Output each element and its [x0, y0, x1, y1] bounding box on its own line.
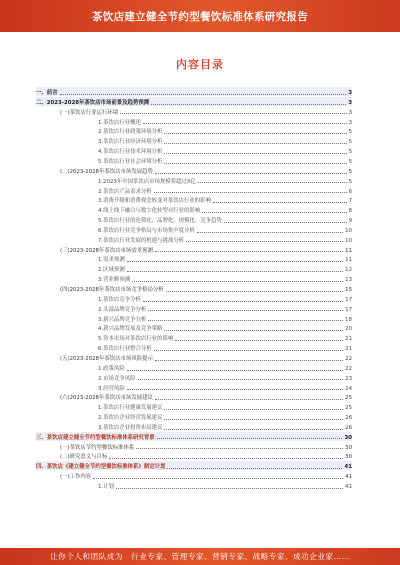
toc-subsection-entry[interactable]	[98, 314, 352, 323]
toc-entry-title: (二)2023-2028年茶饮店市场发展趋势	[60, 168, 153, 175]
toc-section-entry[interactable]	[60, 442, 352, 451]
dot-leader	[148, 310, 343, 311]
toc-page-number: 21	[345, 346, 352, 353]
dot-leader	[167, 468, 342, 469]
dot-leader	[143, 123, 347, 124]
toc-page-number: 3	[348, 90, 352, 96]
report-title: 茶饮店建立健全节约型餐饮标准体系研究报告	[92, 11, 308, 23]
footer-slogan: 让你个人和团队成为 行业专家、管理专家、营销专家、战略专家、成功企业家……	[50, 552, 350, 561]
toc-page-number: 26	[345, 415, 352, 422]
dot-leader	[93, 478, 343, 479]
toc-entry-title: 1.茶饮店行业概述	[98, 119, 141, 126]
toc-subsection-entry[interactable]	[98, 215, 352, 224]
toc-page-number: 22	[345, 355, 352, 362]
dot-leader	[136, 448, 343, 449]
toc-page-number: 30	[345, 454, 352, 461]
toc-entry-title: (一)茶饮店节约型餐饮标准体系	[60, 444, 135, 451]
dot-leader	[127, 271, 343, 272]
toc-page-number: 8	[348, 208, 352, 215]
dot-leader	[127, 261, 343, 262]
toc-page-number: 18	[345, 316, 352, 323]
toc-section-entry[interactable]	[60, 451, 352, 460]
dot-leader	[164, 419, 343, 420]
toc-page-number: 3	[348, 99, 352, 106]
toc-entry-title: 3.新兴品牌竞争分析	[98, 316, 147, 323]
toc-entry-title: 6.茶饮店行业整合分析	[98, 346, 152, 353]
dot-leader	[164, 429, 343, 430]
dot-leader	[202, 212, 346, 213]
toc-chapter-entry[interactable]	[36, 432, 352, 441]
toc-entry-title: (四)2023-2028年茶饮店市场竞争格局分析	[60, 287, 164, 293]
toc-page-number: 30	[345, 444, 352, 451]
toc-entry-title: 3.茶饮店企业投资布局建议	[98, 424, 163, 431]
toc-subsection-entry[interactable]	[98, 117, 352, 126]
toc-entry-title: 7.茶饮店行业发展的机遇与挑战分析	[98, 237, 185, 244]
toc-page-number: 5	[348, 129, 352, 136]
toc-section-entry[interactable]	[60, 107, 352, 116]
toc-page-number: 17	[345, 296, 352, 303]
toc-entry-title: (五)2023-2028年茶饮店市场风险提示	[60, 355, 153, 362]
dot-leader	[175, 340, 343, 341]
toc-entry-title: 5.资本市场对茶饮店行业的影响	[98, 336, 174, 343]
toc-subsection-entry[interactable]	[98, 333, 352, 342]
toc-page-number: 12	[345, 267, 352, 274]
dot-leader	[120, 113, 346, 114]
dot-leader	[224, 222, 347, 223]
dot-leader	[143, 301, 343, 302]
toc-entry-title: 4.新兴品牌发展及竞争策略	[98, 326, 163, 333]
dot-leader	[151, 104, 346, 105]
dot-leader	[186, 241, 343, 242]
toc-entry-title: (二)研究意义与目标	[60, 454, 108, 461]
toc-page-number: 6	[348, 188, 352, 195]
toc-entry-title: 2.茶饮店企业经营发展建议	[98, 415, 163, 422]
toc-entry-title: 3.经营风险	[98, 385, 125, 392]
toc-heading: 内容目录	[176, 58, 224, 71]
dot-leader	[164, 153, 346, 154]
toc-entry-title: 2.茶饮店产品需求分析	[98, 188, 152, 195]
dot-leader	[154, 350, 343, 351]
toc-subsection-entry[interactable]	[98, 343, 352, 352]
toc-entry-title: 2.头部品牌竞争分析	[98, 306, 147, 313]
toc-subsection-entry[interactable]	[98, 186, 352, 195]
toc-page-number: 20	[345, 326, 352, 333]
toc-page-number: 7	[348, 198, 352, 205]
dot-leader	[157, 438, 343, 439]
toc-subsection-entry[interactable]	[98, 126, 352, 135]
toc-subsection-entry[interactable]	[98, 225, 352, 234]
dot-leader	[164, 133, 346, 134]
toc-page-number: 5	[348, 178, 352, 185]
dot-leader	[164, 409, 343, 410]
dot-leader	[213, 202, 347, 203]
toc-entry-title: 5.茶饮店行业的连锁化、品牌化、规模化、竞争趋势	[98, 218, 222, 225]
dot-leader	[138, 379, 344, 380]
toc-page-number: 3	[348, 119, 352, 126]
toc-page-number: 13	[345, 277, 352, 284]
toc-entry-title: (三)2023-2028年茶饮店市场需求预测	[60, 247, 153, 254]
toc-entry-title: 1.计划	[98, 484, 114, 490]
toc-entry-title: (一)茶饮店行业运行环境	[60, 109, 119, 116]
dot-leader	[148, 320, 343, 321]
toc-page-number: 5	[348, 168, 352, 175]
toc-page-number: 25	[345, 405, 352, 412]
toc-section-entry[interactable]	[60, 245, 352, 254]
toc-page-number: 21	[345, 336, 352, 343]
toc-chapter-entry[interactable]	[36, 87, 352, 96]
toc-entry-title: 3.茶饮店行业经济环境分析	[98, 139, 163, 146]
toc-entry-title: 4.线上线下融合与数字化转型对行业的影响	[98, 208, 201, 215]
toc-chapter-entry[interactable]	[36, 461, 352, 470]
toc-page-number: 25	[345, 395, 352, 402]
dot-leader	[164, 143, 346, 144]
toc-entry-title: 2.市场竞争风险	[98, 375, 136, 382]
toc-entry-title: 4.茶饮店行业技术环境分析	[98, 149, 163, 156]
dot-leader	[197, 232, 343, 233]
toc-entry-title: 1.2023年中国茶饮店市场规模将超过X亿	[98, 178, 197, 185]
toc-page-number: 22	[345, 365, 352, 372]
toc-entry-title: 一、前言	[36, 90, 58, 96]
toc-entry-title: 3.营业额预测	[98, 277, 131, 284]
toc-subsection-entry[interactable]	[98, 254, 352, 263]
toc-section-entry[interactable]	[60, 284, 352, 293]
toc-page-number: 11	[345, 247, 352, 254]
toc-page-number: 10	[345, 237, 352, 244]
toc-subsection-entry[interactable]	[98, 481, 352, 490]
toc-subsection-entry[interactable]	[98, 235, 352, 244]
toc-page-number: 9	[348, 218, 352, 225]
toc-subsection-entry[interactable]	[98, 402, 352, 411]
toc-page-number: 15	[345, 287, 352, 293]
footer-banner	[0, 548, 400, 565]
toc-entry-title: 1.茶饮店竞争分析	[98, 296, 141, 303]
toc-entry-title: 3.消费升级和消费观念转变对茶饮店行业的影响	[98, 198, 211, 205]
toc-page-number: 41	[345, 484, 352, 490]
dot-leader	[127, 389, 343, 390]
toc-page-number: 41	[345, 474, 352, 481]
toc-subsection-entry[interactable]	[98, 373, 352, 382]
toc-entry-title: 6.茶饮店行业竞争格局与市场集中度分析	[98, 227, 195, 234]
header-banner	[0, 0, 400, 32]
toc-subsection-entry[interactable]	[98, 156, 352, 165]
dot-leader	[155, 251, 343, 252]
dot-leader	[154, 192, 347, 193]
dot-leader	[164, 163, 346, 164]
toc-entry-title: 1.政策风险	[98, 365, 125, 372]
dot-leader	[155, 399, 343, 400]
dot-leader	[109, 458, 343, 459]
toc-subsection-entry[interactable]	[98, 304, 352, 313]
toc-entry-title: 2.区域预测	[98, 267, 125, 274]
toc-subsection-entry[interactable]	[98, 195, 352, 204]
toc-page-number: 3	[348, 109, 352, 116]
toc-entry-title: 5.茶饮店行业社会环境分析	[98, 158, 163, 165]
toc-subsection-entry[interactable]	[98, 136, 352, 145]
toc-page-number: 23	[345, 375, 352, 382]
toc-entry-title: 1.茶饮店行业健康发展建议	[98, 405, 163, 412]
dot-leader	[155, 360, 343, 361]
toc-page-number: 26	[345, 424, 352, 431]
dot-leader	[60, 94, 347, 95]
toc-entry-title: 2.茶饮店行业政策环境分析	[98, 129, 163, 136]
dot-leader	[116, 488, 343, 489]
toc-page-number: 5	[348, 149, 352, 156]
toc-subsection-entry[interactable]	[98, 146, 352, 155]
toc-page-number: 11	[345, 257, 352, 264]
toc-subsection-entry[interactable]	[98, 264, 352, 273]
toc-page-number: 10	[345, 227, 352, 234]
toc-page-number: 30	[344, 434, 352, 441]
toc-section-entry[interactable]	[60, 392, 352, 401]
toc-subsection-entry[interactable]	[98, 274, 352, 283]
toc-subsection-entry[interactable]	[98, 323, 352, 332]
dot-leader	[127, 370, 343, 371]
toc-section-entry[interactable]	[60, 353, 352, 362]
toc-page-number: 17	[345, 306, 352, 313]
toc-page-number: 24	[345, 385, 352, 392]
dot-leader	[132, 281, 343, 282]
dot-leader	[164, 330, 343, 331]
toc-subsection-entry[interactable]	[98, 422, 352, 431]
toc-page-number: 5	[348, 139, 352, 146]
toc-entry-title: (一)工作内容	[60, 474, 92, 481]
toc-subsection-entry[interactable]	[98, 294, 352, 303]
toc-subsection-entry[interactable]	[98, 176, 352, 185]
toc-section-entry[interactable]	[60, 166, 352, 175]
dot-leader	[166, 291, 343, 292]
toc-subsection-entry[interactable]	[98, 383, 352, 392]
toc-page-number: 41	[344, 464, 352, 471]
toc-entry-title: 三、茶饮店建立健全节约型餐饮标准体系研究背景	[36, 434, 155, 441]
toc-entry-title: 四、茶饮店《建立健全节约型餐饮标准体系》制定计划	[36, 464, 166, 471]
toc-page-number: 5	[348, 158, 352, 165]
toc-chapter-entry[interactable]	[36, 97, 352, 106]
toc-subsection-entry[interactable]	[98, 205, 352, 214]
dot-leader	[155, 173, 347, 174]
toc-entry-title: 1.需求预测	[98, 257, 125, 264]
toc-section-entry[interactable]	[60, 471, 352, 480]
toc-entry-title: (六)2023-2028年茶饮店市场发展建议	[60, 395, 153, 402]
toc-subsection-entry[interactable]	[98, 412, 352, 421]
toc-entry-title: 二、2023-2028年茶饮店市场前景及趋势预测	[36, 99, 150, 106]
toc-subsection-entry[interactable]	[98, 363, 352, 372]
dot-leader	[198, 182, 347, 183]
